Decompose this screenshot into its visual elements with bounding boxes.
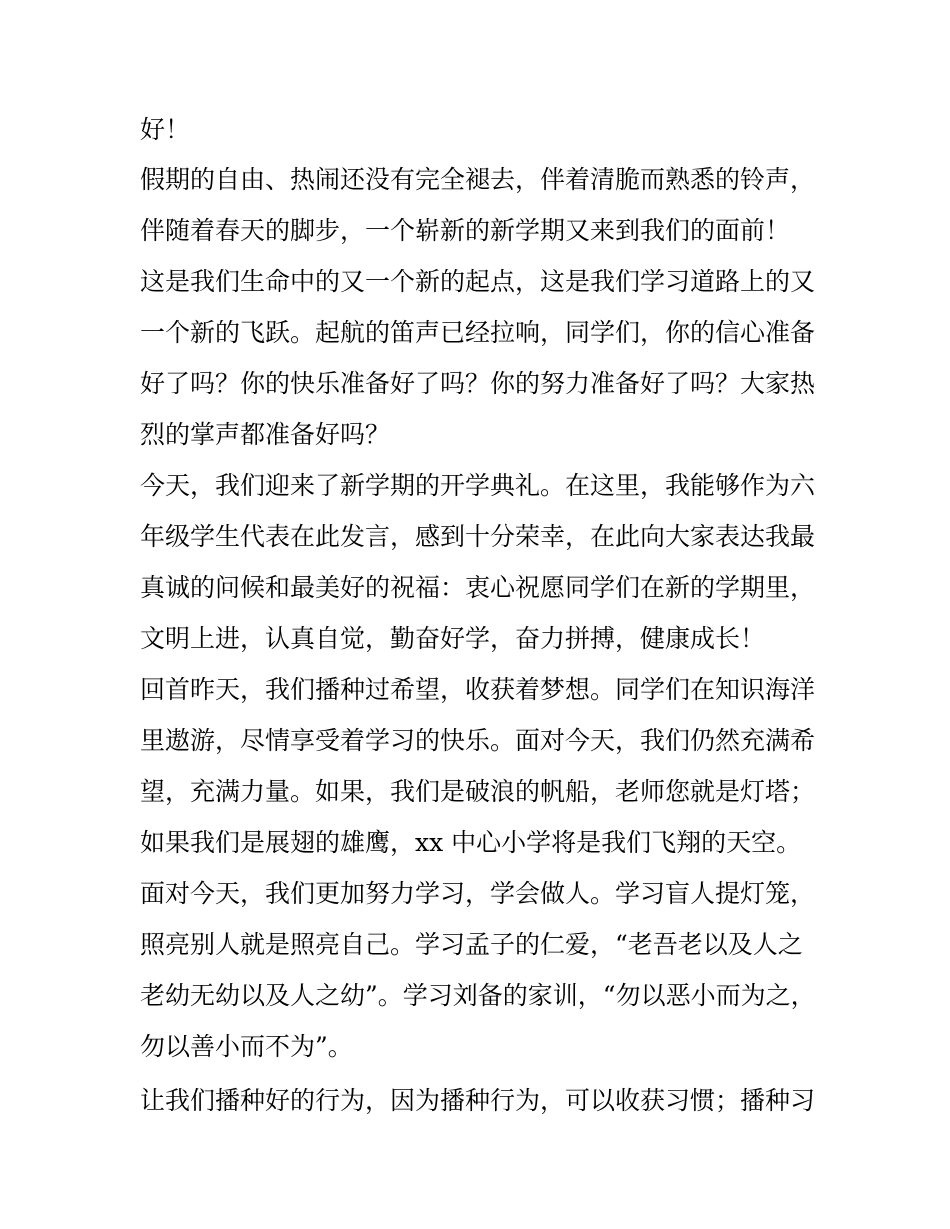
text-line: 老幼无幼以及人之幼”。学习刘备的家训，“勿以恶小而为之，: [140, 981, 816, 1010]
text-line: 年级学生代表在此发言，感到十分荣幸，在此向大家表达我最: [140, 522, 816, 551]
text-line: 烈的掌声都准备好吗？: [140, 420, 391, 449]
text-line: 勿以善小而不为”。: [140, 1032, 353, 1061]
text-line: 文明上进，认真自觉，勤奋好学，奋力拼搏，健康成长！: [140, 624, 766, 653]
text-line: 好！: [140, 115, 191, 144]
text-line: 照亮别人就是照亮自己。学习孟子的仁爱，“老吾老以及人之: [140, 930, 803, 959]
text-line: 一个新的飞跃。起航的笛声已经拉响，同学们，你的信心准备: [140, 318, 816, 347]
text-line: 假期的自由、热闹还没有完全褪去，伴着清脆而熟悉的铃声，: [140, 165, 816, 194]
text-line: 今天，我们迎来了新学期的开学典礼。在这里，我能够作为六: [140, 471, 816, 500]
text-line: 好了吗？你的快乐准备好了吗？你的努力准备好了吗？大家热: [140, 369, 816, 398]
text-line: 真诚的问候和最美好的祝福：衷心祝愿同学们在新的学期里，: [140, 573, 816, 602]
text-line: 望，充满力量。如果，我们是破浪的帆船，老师您就是灯塔；: [140, 777, 816, 806]
text-line: 回首昨天，我们播种过希望，收获着梦想。同学们在知识海洋: [140, 675, 816, 704]
text-line: 让我们播种好的行为，因为播种行为，可以收获习惯；播种习: [140, 1086, 816, 1115]
text-line: 里遨游，尽情享受着学习的快乐。面对今天，我们仍然充满希: [140, 726, 816, 755]
text-line: 这是我们生命中的又一个新的起点，这是我们学习道路上的又: [140, 267, 816, 296]
text-line: 面对今天，我们更加努力学习，学会做人。学习盲人提灯笼，: [140, 879, 816, 908]
text-line: 伴随着春天的脚步，一个崭新的新学期又来到我们的面前！: [140, 216, 791, 245]
text-line: 如果我们是展翅的雄鹰，xx 中心小学将是我们飞翔的天空。: [140, 828, 802, 857]
